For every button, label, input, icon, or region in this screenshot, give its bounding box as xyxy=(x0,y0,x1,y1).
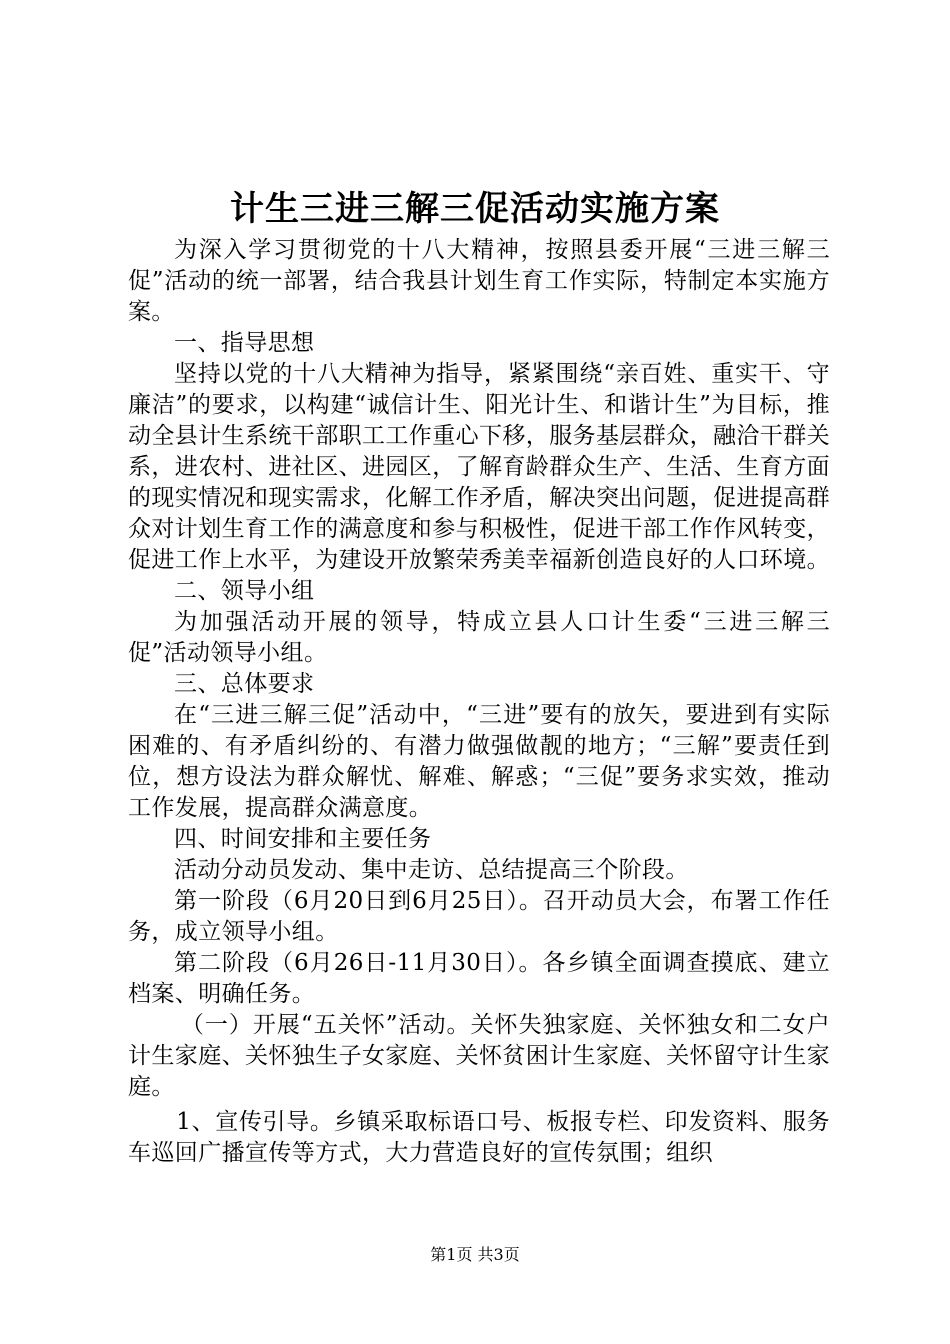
stage-two-paragraph: 第二阶段（6月26日-11月30日）。各乡镇全面调查摸底、建立档案、明确任务。 xyxy=(128,950,830,1007)
section-heading-overall-requirements: 三、总体要求 xyxy=(174,671,315,697)
overall-requirements-paragraph: 在“三进三解三促”活动中，“三进”要有的放矢，要进到有实际困难的、有矛盾纠纷的、有潜力做强做靓的地方；“三解”要责任到位，想方设法为群众解忧、解难、解惑；“三促”要务求实效，推动工作发展，提高群众满意度。 xyxy=(128,702,830,821)
stages-paragraph: 活动分动员发动、集中走访、总结提高三个阶段。 xyxy=(174,857,689,883)
publicity-paragraph: 1、宣传引导。乡镇采取标语口号、板报专栏、印发资料、服务车巡回广播宣传等方式，大力营造良好的宣传氛围；组织 xyxy=(128,1109,830,1166)
section-heading-leadership-group: 二、领导小组 xyxy=(174,578,315,604)
page-footer: 第1页 共3页 xyxy=(430,1245,520,1264)
document-body xyxy=(128,235,830,1169)
intro-paragraph: 为深入学习贯彻党的十八大精神，按照县委开展“三进三解三促”活动的统一部署，结合我县计划生育工作实际，特制定本实施方案。 xyxy=(128,237,830,325)
section-heading-guiding-ideology: 一、指导思想 xyxy=(174,330,315,356)
leadership-group-paragraph: 为加强活动开展的领导，特成立县人口计生委“三进三解三促”活动领导小组。 xyxy=(128,609,830,666)
five-cares-paragraph: （一）开展“五关怀”活动。关怀失独家庭、关怀独女和二女户计生家庭、关怀独生子女家庭、关怀贫困计生家庭、关怀留守计生家庭。 xyxy=(128,1012,830,1100)
document-title: 计生三进三解三促活动实施方案 xyxy=(230,189,720,229)
section-heading-schedule-tasks: 四、时间安排和主要任务 xyxy=(174,826,432,852)
stage-one-paragraph: 第一阶段（6月20日到6月25日）。召开动员大会，布署工作任务，成立领导小组。 xyxy=(128,888,830,945)
guiding-ideology-paragraph: 坚持以党的十八大精神为指导，紧紧围绕“亲百姓、重实干、守廉洁”的要求，以构建“诚信计生、阳光计生、和谐计生”为目标，推动全县计生系统干部职工工作重心下移，服务基层群众，融洽干群关系，进农村、进社区、进园区，了解育龄群众生产、生活、生育方面的现实情况和现实需求，化解工作矛盾，解决突出问题，促进提高群众对计划生育工作的满意度和参与积极性，促进干部工作作风转变，促进工作上水平，为建设开放繁荣秀美幸福新创造良好的人口环境。 xyxy=(128,361,830,573)
